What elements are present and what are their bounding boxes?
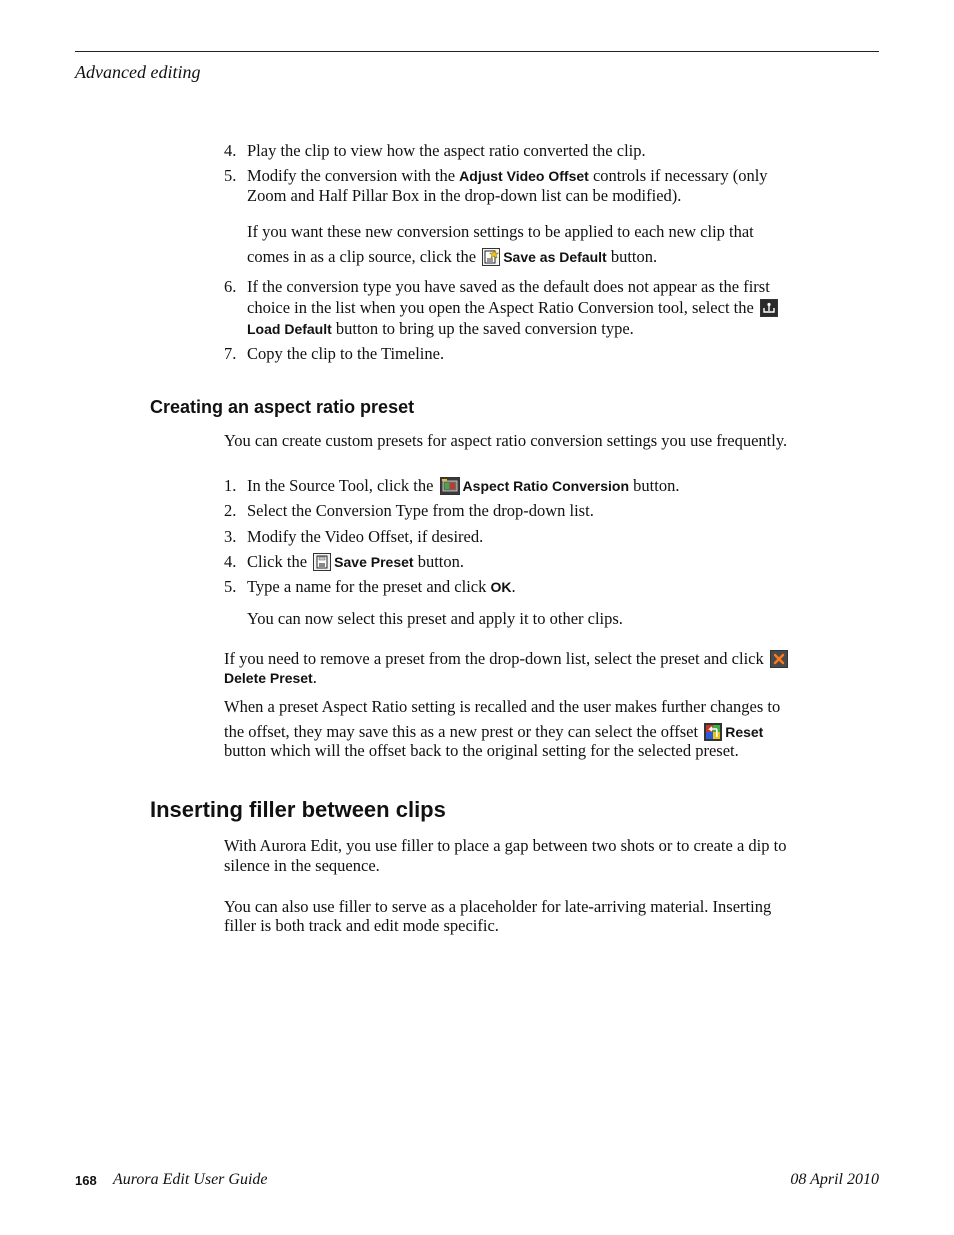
publication-date: 08 April 2010 xyxy=(790,1171,879,1188)
note-line: If you want these new conversion settings to be applied to each new clip that xyxy=(247,222,754,241)
reset-note-line xyxy=(224,722,763,742)
step-text-segment: button to bring up the saved conversion type. xyxy=(331,319,634,338)
load-default-icon xyxy=(760,299,778,317)
step-text xyxy=(247,476,679,496)
guide-title: Aurora Edit User Guide xyxy=(113,1171,268,1188)
note-text-segment: comes in as a clip source, click the xyxy=(247,247,477,266)
after-steps-note: You can now select this preset and apply it to other clips. xyxy=(247,609,623,628)
note-text-segment: button. xyxy=(606,247,658,266)
step-text-segment: Modify the conversion with the xyxy=(247,166,460,185)
ui-label-aspect-ratio-conversion: Aspect Ratio Conversion xyxy=(462,478,630,494)
page-number: 168 xyxy=(75,1173,97,1188)
step-text xyxy=(247,577,516,597)
delete-note-line xyxy=(224,668,317,688)
step-number: 5. xyxy=(224,577,237,596)
paragraph-line: silence in the sequence. xyxy=(224,856,380,875)
step-text-segment: Type a name for the preset and click xyxy=(247,577,491,596)
step-text xyxy=(247,552,464,572)
section-title: Advanced editing xyxy=(75,62,201,82)
step-text-line: If the conversion type you have saved as the default does not appear as the first xyxy=(247,277,770,296)
step-text-line xyxy=(247,319,634,339)
step-text: Play the clip to view how the aspect ratio converted the clip. xyxy=(247,141,646,160)
ui-label-load-default: Load Default xyxy=(247,321,332,337)
ui-label-delete-preset: Delete Preset xyxy=(224,670,313,686)
step-number: 3. xyxy=(224,527,237,546)
section-intro: You can create custom presets for aspect ratio conversion settings you use frequently. xyxy=(224,431,788,450)
step-text-segment: Click the xyxy=(247,552,308,571)
header-rule xyxy=(75,51,879,52)
aspect-ratio-conversion-icon xyxy=(440,477,460,495)
step-number: 7. xyxy=(224,344,237,363)
step-text-segment: button. xyxy=(629,476,680,495)
step-text xyxy=(247,166,768,186)
reset-icon xyxy=(704,723,722,741)
save-as-default-icon xyxy=(482,248,500,266)
step-number: 1. xyxy=(224,476,237,495)
step-number: 4. xyxy=(224,552,237,571)
paragraph-line: With Aurora Edit, you use filler to place a gap between two shots or to create a dip to xyxy=(224,836,787,855)
step-text: Modify the Video Offset, if desired. xyxy=(247,527,484,546)
ui-label-adjust-video-offset: Adjust Video Offset xyxy=(459,168,589,184)
delete-preset-icon xyxy=(770,650,788,668)
step-text-segment: controls if necessary (only xyxy=(588,166,768,185)
section-heading: Creating an aspect ratio preset xyxy=(150,397,415,417)
note-text-segment: the offset, they may save this as a new prest or they can select the offset xyxy=(224,722,699,741)
step-text-segment: . xyxy=(511,577,516,596)
reset-note-line: button which will the offset back to the original setting for the selected preset. xyxy=(224,741,739,760)
ui-label-save-preset: Save Preset xyxy=(334,554,414,570)
step-text-line: Zoom and Half Pillar Box in the drop-down list can be modified). xyxy=(247,186,682,205)
step-text-segment: In the Source Tool, click the xyxy=(247,476,434,495)
note-text-segment: . xyxy=(312,668,317,687)
paragraph-line: filler is both track and edit mode specific. xyxy=(224,916,499,935)
paragraph-line: You can also use filler to serve as a placeholder for late-arriving material. Inserting xyxy=(224,897,772,916)
step-text: Select the Conversion Type from the drop-down list. xyxy=(247,501,594,520)
reset-note-line: When a preset Aspect Ratio setting is recalled and the user makes further changes to xyxy=(224,697,781,716)
step-text-line xyxy=(247,298,781,318)
note-line xyxy=(247,247,657,267)
note-text-segment: If you need to remove a preset from the drop-down list, select the preset and click xyxy=(224,649,764,668)
step-number: 2. xyxy=(224,501,237,520)
save-preset-icon xyxy=(313,553,331,571)
section-heading: Inserting filler between clips xyxy=(150,797,446,822)
step-number: 6. xyxy=(224,277,237,296)
ui-label-save-as-default: Save as Default xyxy=(503,249,607,265)
step-text-segment: choice in the list when you open the Aspect Ratio Conversion tool, select the xyxy=(247,298,754,317)
step-text: Copy the clip to the Timeline. xyxy=(247,344,445,363)
ui-label-reset: Reset xyxy=(725,724,764,740)
ui-label-ok: OK xyxy=(490,579,512,595)
step-number: 4. xyxy=(224,141,237,160)
step-number: 5. xyxy=(224,166,237,185)
delete-note-line xyxy=(224,649,791,669)
step-text-segment: button. xyxy=(413,552,464,571)
